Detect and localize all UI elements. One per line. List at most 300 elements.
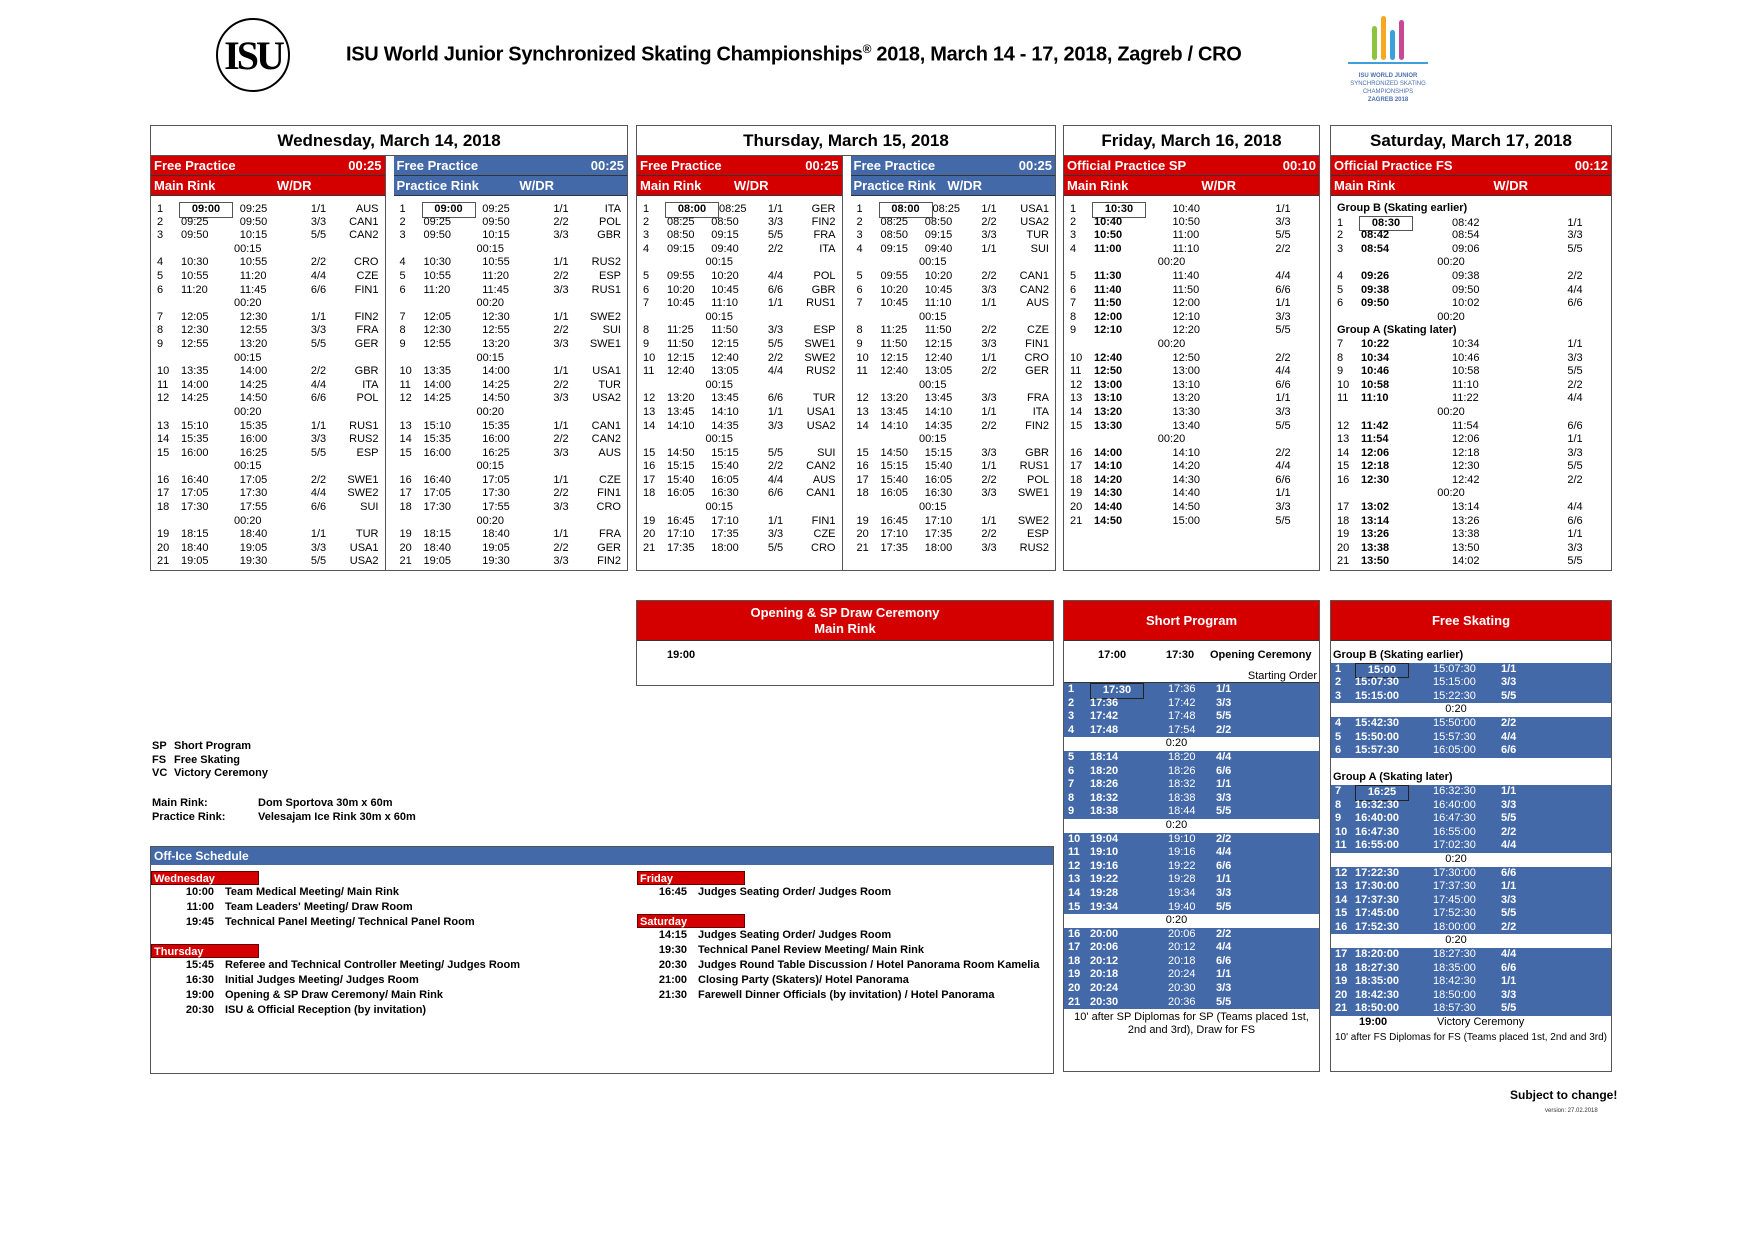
end-time: 14:25: [482, 378, 510, 391]
slot-number: 7: [643, 297, 650, 310]
end-time: 16:25: [482, 446, 510, 459]
start-time: 15:07:30: [1355, 676, 1400, 689]
slot-number: 4: [1070, 242, 1077, 255]
slot-number: 13: [1070, 392, 1083, 405]
start-time: 18:35:00: [1355, 975, 1400, 988]
start-time: 18:26: [1090, 778, 1119, 791]
start-time: 10:55: [423, 269, 452, 282]
slot-number: 18: [1337, 514, 1350, 527]
end-time: 08:50: [711, 215, 739, 228]
end-time: 12:30: [1452, 460, 1480, 473]
start-time: 18:15: [181, 528, 209, 541]
schedule-row: [857, 270, 1050, 284]
warmup-draw: 2/2: [553, 433, 569, 446]
starting-order: 2/2: [1501, 716, 1517, 729]
competition-row: [1331, 880, 1611, 894]
end-time: 11:10: [1172, 242, 1200, 255]
schedule-row: [1070, 229, 1313, 243]
off-ice-event: Judges Round Table Discussion / Hotel Panorama Room Kamelia: [698, 959, 1040, 971]
starting-order: 2/2: [1501, 825, 1517, 838]
slot-number: 21: [1068, 995, 1081, 1008]
start-time: 11:25: [667, 324, 694, 337]
schedule-row: [400, 338, 622, 352]
warmup-draw: 1/1: [553, 310, 569, 323]
break-duration: 00:15: [705, 501, 734, 514]
slot-number: 18: [1335, 961, 1348, 974]
end-time: 13:45: [924, 392, 953, 405]
schedule-rows: [637, 196, 842, 555]
off-ice-day-label: Friday: [637, 871, 745, 885]
off-ice-time: 20:30: [185, 1004, 214, 1016]
competition-row: [1331, 663, 1611, 677]
warmup-draw: 3/3: [553, 501, 569, 514]
competition-row: [1331, 907, 1611, 921]
warmup-draw: 1/1: [981, 405, 997, 418]
start-time: 10:30: [1092, 202, 1146, 218]
start-time: 18:20: [1090, 764, 1119, 777]
session-duration: 00:25: [1018, 158, 1052, 173]
end-time: 17:05: [239, 473, 268, 486]
start-time: 17:22:30: [1355, 866, 1400, 879]
end-time: 13:26: [1452, 514, 1480, 527]
start-time: 20:00: [1090, 927, 1119, 940]
end-time: 09:15: [924, 229, 953, 242]
slot-number: 18: [157, 501, 170, 514]
slot-number: 14: [1335, 893, 1348, 906]
start-time: 16:00: [181, 446, 209, 459]
starting-order: 2/2: [1501, 920, 1517, 933]
off-ice-event: Initial Judges Meeting/ Judges Room: [225, 974, 419, 986]
end-time: 16:47:30: [1433, 812, 1476, 825]
end-time: 11:00: [1172, 229, 1200, 242]
end-time: 13:45: [711, 392, 739, 405]
team-code: CZE: [356, 269, 379, 282]
end-time: 08:42: [1452, 216, 1480, 229]
schedule-row: [1070, 379, 1313, 393]
team-code: POL: [1026, 473, 1049, 486]
start-time: 12:10: [1094, 324, 1123, 337]
session-bar: [151, 156, 385, 176]
end-time: 14:50: [482, 392, 510, 405]
slot-number: 3: [1335, 689, 1342, 702]
team-code: FRA: [813, 229, 836, 242]
rink-bar: [637, 176, 842, 196]
wdr-label: W/DR: [947, 178, 982, 193]
page-title: ISU World Junior Synchronized Skating Championships® 2018, March 14 - 17, 2018, Zagreb / CRO: [346, 42, 1242, 66]
slot-number: 3: [399, 229, 406, 242]
schedule-row: [643, 474, 836, 488]
competition-row: [1331, 975, 1611, 989]
end-time: 18:32: [1168, 778, 1196, 791]
warmup-draw: 3/3: [1275, 501, 1291, 514]
schedule-row: [157, 202, 379, 216]
team-code: ITA: [819, 242, 836, 255]
slot-number: 6: [1070, 283, 1077, 296]
warmup-draw: 5/5: [1567, 242, 1583, 255]
off-ice-time: 10:00: [185, 886, 214, 898]
warmup-draw: 5/5: [310, 337, 327, 350]
starting-order: 2/2: [1216, 723, 1232, 736]
team-code: SUI: [817, 446, 836, 459]
start-time: 09:26: [1361, 269, 1390, 282]
start-time: 19:04: [1090, 832, 1119, 845]
slot-number: 6: [856, 283, 863, 296]
schedule-row: [643, 338, 836, 352]
slot-number: 15: [1070, 419, 1083, 432]
slot-number: 5: [1335, 730, 1342, 743]
slot-number: 17: [1337, 501, 1350, 514]
warmup-draw: 2/2: [767, 460, 784, 473]
warmup-draw: 1/1: [1275, 487, 1291, 500]
off-ice-time: 16:30: [185, 974, 214, 986]
warmup-draw: 2/2: [981, 215, 997, 228]
warmup-draw: 3/3: [1567, 229, 1583, 242]
schedule-row: [1070, 284, 1313, 298]
competition-row: [1331, 921, 1611, 935]
slot-number: 1: [856, 203, 863, 215]
warmup-draw: 5/5: [767, 541, 784, 554]
slot-number: 3: [643, 229, 650, 242]
schedule-row: [857, 284, 1050, 298]
schedule-row: [1337, 420, 1605, 434]
warmup-draw: 3/3: [553, 446, 569, 459]
end-time: 13:00: [1172, 365, 1201, 378]
start-time: 15:00: [1355, 663, 1409, 679]
end-time: 09:50: [482, 215, 510, 228]
slot-number: 5: [1337, 283, 1344, 296]
slot-number: 7: [1337, 337, 1344, 350]
start-time: 09:38: [1361, 283, 1390, 296]
start-time: 10:55: [181, 269, 209, 282]
team-code: GER: [811, 203, 836, 215]
break-duration: 00:20: [1437, 487, 1465, 500]
schedule-row: [643, 420, 836, 434]
slot-number: 20: [1070, 501, 1083, 514]
wdr-label: W/DR: [519, 178, 554, 193]
warmup-draw: 3/3: [981, 446, 997, 459]
slot-number: 19: [1335, 975, 1348, 988]
break-duration: 0:20: [1064, 914, 1319, 928]
starting-order: 3/3: [1216, 696, 1232, 709]
warmup-draw: 2/2: [310, 256, 327, 269]
warmup-draw: 5/5: [1275, 514, 1291, 527]
slot-number: 11: [399, 378, 411, 391]
end-time: 16:00: [239, 433, 268, 446]
slot-number: 4: [856, 242, 863, 255]
end-time: 10:55: [239, 256, 268, 269]
rink-bar: [851, 176, 1056, 196]
end-time: 10:45: [924, 283, 953, 296]
end-time: 11:50: [924, 324, 952, 337]
schedule-row: [1337, 528, 1605, 542]
end-time: 15:50:00: [1433, 716, 1476, 729]
slot-number: 9: [856, 337, 863, 350]
starting-order: 2/2: [1216, 927, 1232, 940]
slot-number: 10: [1337, 378, 1350, 391]
off-ice-event: Team Leaders' Meeting/ Draw Room: [225, 901, 413, 913]
start-time: 12:15: [880, 351, 909, 364]
end-time: 18:57:30: [1433, 1002, 1476, 1015]
schedule-row: [1337, 216, 1605, 230]
session-name: Free Practice: [640, 158, 722, 173]
schedule-row: [857, 202, 1050, 216]
off-ice-time: 19:00: [185, 989, 214, 1001]
starting-order: 4/4: [1216, 846, 1232, 859]
rink-bar: [1064, 176, 1319, 196]
slot-number: 12: [157, 392, 170, 405]
end-time: 13:20: [239, 337, 268, 350]
start-time: 19:05: [423, 555, 452, 568]
end-time: 20:18: [1168, 954, 1196, 967]
team-code: GBR: [354, 365, 379, 378]
start-time: 11:54: [1361, 433, 1389, 446]
end-time: 10:34: [1452, 337, 1480, 350]
team-code: TUR: [598, 378, 621, 391]
rink-bar: [1331, 176, 1611, 196]
team-code: GBR: [811, 283, 836, 296]
wed-practice-rink: [394, 156, 628, 570]
schedule-row: [1070, 216, 1313, 230]
fs-rows: [1331, 649, 1611, 1016]
break-duration: 00:20: [233, 514, 262, 527]
warmup-draw: 1/1: [767, 203, 784, 215]
schedule-row: [643, 487, 836, 501]
schedule-row: [157, 392, 379, 406]
break-duration: 00:15: [476, 460, 505, 473]
warmup-draw: 1/1: [553, 419, 569, 432]
end-time: 20:30: [1168, 982, 1196, 995]
team-code: USA1: [1020, 203, 1049, 215]
slot-number: 6: [643, 283, 650, 296]
schedule-row: [157, 256, 379, 270]
competition-row: [1064, 710, 1319, 724]
break-duration: 00:20: [233, 405, 262, 418]
start-time: 13:02: [1361, 501, 1390, 514]
session-duration: 00:25: [590, 158, 624, 173]
end-time: 18:40: [482, 528, 510, 541]
session-bar: [851, 156, 1056, 176]
off-ice-item: [151, 958, 637, 973]
warmup-draw: 4/4: [1275, 269, 1291, 282]
warmup-draw: 4/4: [1275, 365, 1291, 378]
start-time: 11:50: [880, 337, 908, 350]
slot-number: 13: [1337, 433, 1350, 446]
competition-row: [1064, 833, 1319, 847]
end-time: 19:28: [1168, 873, 1196, 886]
start-time: 12:30: [423, 324, 452, 337]
slot-number: 17: [157, 487, 170, 500]
off-ice-time: 15:45: [185, 959, 214, 971]
start-time: 16:40: [423, 473, 452, 486]
schedule-row: [157, 474, 379, 488]
warmup-draw: 2/2: [981, 473, 997, 486]
competition-row: [1064, 928, 1319, 942]
slot-number: 21: [157, 555, 170, 568]
warmup-draw: 3/3: [310, 541, 327, 554]
slot-number: 6: [399, 283, 406, 296]
off-ice-schedule: [150, 846, 1054, 1074]
warmup-draw: 4/4: [310, 269, 327, 282]
start-time: 17:35: [667, 541, 695, 554]
day-title: Wednesday, March 14, 2018: [151, 126, 627, 156]
end-time: 14:00: [239, 365, 268, 378]
slot-number: 15: [643, 446, 656, 459]
end-time: 16:05: [711, 473, 739, 486]
start-time: 09:50: [1361, 297, 1390, 310]
start-time: 18:32: [1090, 791, 1119, 804]
end-time: 20:12: [1168, 941, 1196, 954]
start-time: 12:05: [423, 310, 452, 323]
end-time: 11:54: [1452, 419, 1479, 432]
slot-number: 13: [643, 405, 656, 418]
end-time: 10:45: [711, 283, 739, 296]
start-time: 09:50: [423, 229, 452, 242]
end-time: 19:16: [1168, 846, 1196, 859]
slot-number: 10: [856, 351, 869, 364]
end-time: 17:37:30: [1433, 880, 1476, 893]
competition-row: [1064, 982, 1319, 996]
schedule-row: [400, 392, 622, 406]
schedule-row: [643, 515, 836, 529]
schedule-row: [1070, 420, 1313, 434]
end-time: 13:40: [1172, 419, 1201, 432]
start-time: 16:40: [181, 473, 209, 486]
start-time: 10:20: [667, 283, 695, 296]
schedule-row: [157, 487, 379, 501]
slot-number: 16: [1070, 446, 1083, 459]
start-time: 13:00: [1094, 378, 1123, 391]
slot-number: 5: [856, 269, 863, 282]
start-time: 20:24: [1090, 982, 1119, 995]
team-code: RUS2: [349, 433, 379, 446]
schedule-row: [400, 379, 622, 393]
slot-number: 9: [399, 337, 406, 350]
competition-row: [1064, 941, 1319, 955]
end-time: 18:42:30: [1433, 975, 1476, 988]
start-time: 13:45: [667, 405, 695, 418]
schedule-row: [857, 406, 1050, 420]
slot-number: 15: [399, 446, 412, 459]
victory-row: 19:00 Victory Ceremony: [1359, 1016, 1525, 1029]
schedule-row: [157, 338, 379, 352]
slot-number: 21: [856, 541, 869, 554]
team-code: TUR: [812, 392, 836, 405]
off-ice-event: Technical Panel Meeting/ Technical Panel Room: [225, 916, 475, 928]
warmup-draw: 5/5: [1275, 324, 1291, 337]
start-time: 17:48: [1090, 723, 1119, 736]
start-time: 15:57:30: [1355, 744, 1400, 757]
schedule-row: [1070, 202, 1313, 216]
slot-number: 3: [1070, 229, 1077, 242]
slot-number: 2: [1335, 676, 1342, 689]
warmup-draw: 2/2: [1567, 269, 1583, 282]
start-time: 12:30: [181, 324, 209, 337]
start-time: 16:45: [667, 514, 695, 527]
warmup-draw: 3/3: [1567, 351, 1583, 364]
team-code: SWE1: [804, 337, 836, 350]
end-time: 09:25: [482, 203, 510, 215]
team-code: ESP: [1026, 528, 1049, 541]
team-code: GER: [597, 541, 621, 554]
off-ice-item: [637, 988, 1053, 1003]
session-bar: [1064, 156, 1319, 176]
end-time: 13:20: [1172, 392, 1201, 405]
slot-number: 2: [856, 215, 863, 228]
schedule-row: [1337, 365, 1605, 379]
team-code: SWE1: [589, 337, 621, 350]
slot-number: 11: [1337, 392, 1349, 405]
end-time: 19:05: [482, 541, 510, 554]
end-time: 11:10: [711, 297, 738, 310]
start-time: 19:05: [181, 555, 209, 568]
end-time: 15:57:30: [1433, 730, 1476, 743]
competition-row: [1064, 751, 1319, 765]
warmup-draw: 6/6: [310, 283, 327, 296]
warmup-draw: 6/6: [310, 501, 327, 514]
warmup-draw: 3/3: [1275, 310, 1291, 323]
slot-number: 5: [1068, 750, 1075, 763]
schedule-row: [1337, 270, 1605, 284]
warmup-draw: 5/5: [1275, 419, 1291, 432]
end-time: 18:20: [1168, 750, 1196, 763]
warmup-draw: 5/5: [1275, 229, 1291, 242]
break-duration: 00:20: [476, 405, 505, 418]
warmup-draw: 3/3: [310, 324, 327, 337]
team-code: FIN2: [1025, 419, 1049, 432]
starting-order: 5/5: [1501, 689, 1517, 702]
slot-number: 14: [157, 433, 170, 446]
short-program-box: Short Program 17:00 17:30 Opening Ceremony Starting Order 1 17:30 17:36 1/1 2 17:36 17:42 3/3 3 17:42 17:48 5/5 4 17:48 17:54 2/2 0:20 5 18:14 18:20 4/4 6 18:20 18:26 6/6 7 18:26 18:32 1/1 8 18:32 18:38 3/3 9 18:38 18:44 5/5 0:20 10 19:04 19:10 2/2 11 19:10 19:16 4/4 12 19:16 19:22 6/6 13 19:22 19:28 1/1 14 19:28 19:34 3/3 15 19:34 19:40 5/5 0:20 16 20:00 20:06 2/2 17 20:06 20:12 4/4 18 20:12 20:18 6/6 19 20:18 20:24 1/1 20 20:24 20:30 3/3 21 20:30 20:36 5/5 10' after SP Diplomas for SP (Teams placed 1st, 2nd and 3rd), Draw for FS: [1063, 600, 1320, 1072]
warmup-draw: 4/4: [310, 378, 327, 391]
schedule-row: [1337, 338, 1605, 352]
schedule-row: [157, 270, 379, 284]
break-duration: 0:20: [1064, 819, 1319, 833]
slot-number: 12: [1068, 859, 1081, 872]
team-code: AUS: [812, 473, 836, 486]
start-time: 16:00: [423, 446, 452, 459]
slot-number: 7: [856, 297, 863, 310]
team-code: CRO: [811, 541, 836, 554]
end-time: 18:00: [711, 541, 739, 554]
warmup-draw: 3/3: [981, 229, 997, 242]
starting-order: 3/3: [1501, 676, 1517, 689]
session-duration: 00:25: [805, 158, 839, 173]
warmup-draw: 4/4: [310, 487, 327, 500]
start-time: 15:15: [880, 460, 909, 473]
slot-number: 19: [1068, 968, 1081, 981]
team-code: CAN1: [349, 215, 379, 228]
slot-number: 21: [1070, 514, 1083, 527]
slot-number: 17: [399, 487, 412, 500]
wdr-label: W/DR: [733, 178, 769, 193]
schedule-row: [1337, 284, 1605, 298]
team-code: SWE2: [347, 487, 379, 500]
start-time: 09:15: [880, 242, 909, 255]
start-time: 14:00: [1094, 446, 1123, 459]
schedule-row: [1070, 392, 1313, 406]
end-time: 11:50: [1172, 283, 1200, 296]
starting-order: 6/6: [1501, 744, 1517, 757]
end-time: 17:30: [239, 487, 268, 500]
schedule-row: [1070, 460, 1313, 474]
starting-order: 5/5: [1216, 710, 1232, 723]
slot-number: 11: [643, 365, 655, 378]
competition-row: [1064, 873, 1319, 887]
off-ice-day-label: Saturday: [637, 914, 745, 928]
schedule-row: [400, 555, 622, 569]
starting-order: 1/1: [1216, 778, 1232, 791]
team-code: FIN1: [1025, 337, 1049, 350]
